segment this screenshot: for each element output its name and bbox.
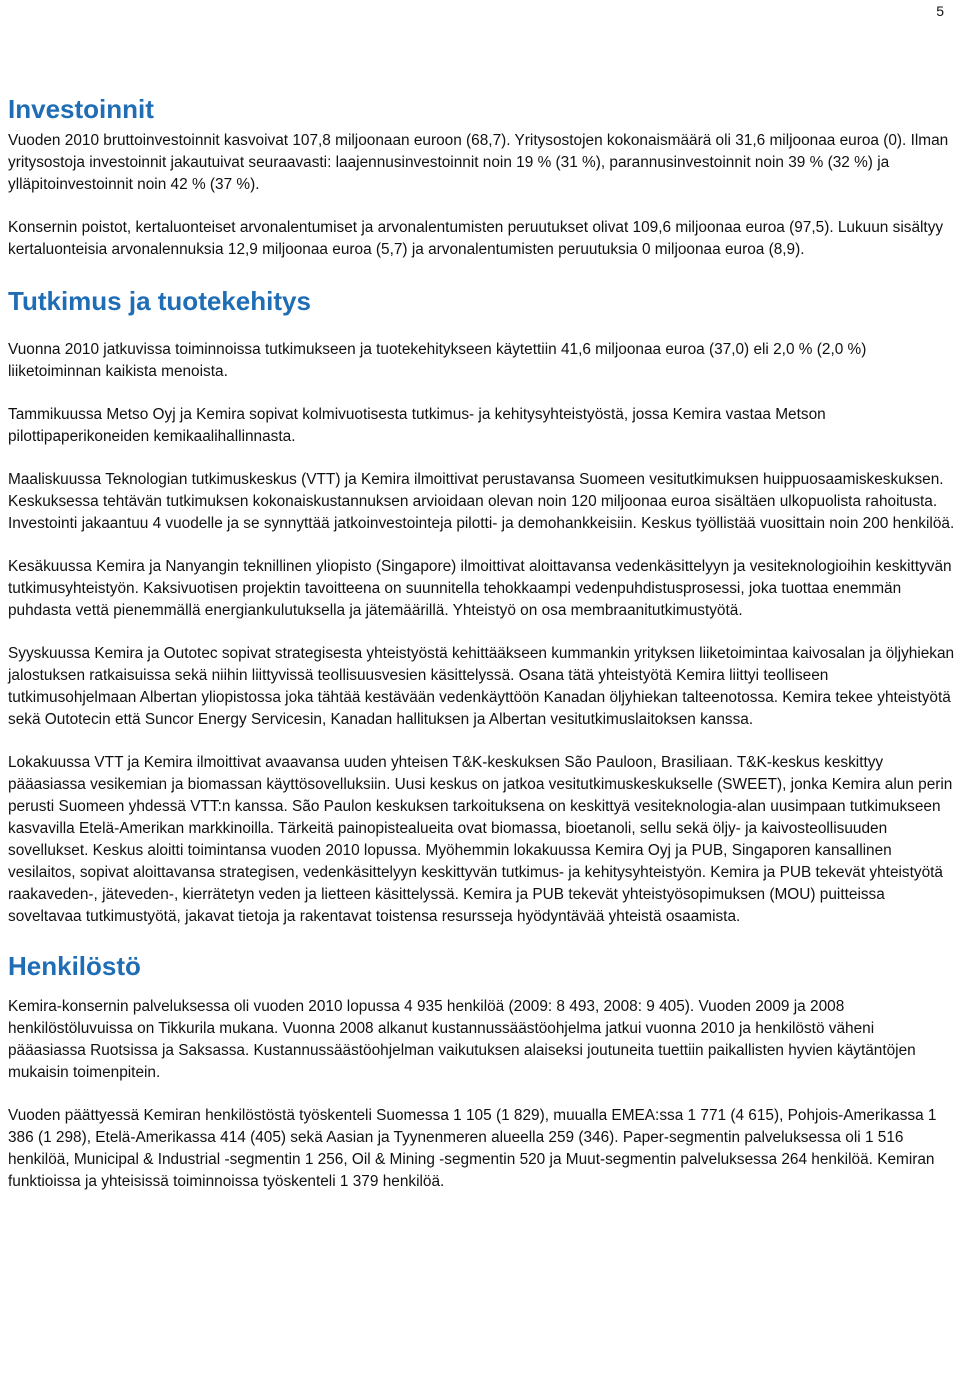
research-paragraph-4: Kesäkuussa Kemira ja Nanyangin teknillinen yliopisto (Singapore) ilmoittivat aloittavansa vedenkäsittelyyn ja vesiteknologioihin keskittyvän tutkimusyhteistyön. Kaksivuotisen projektin tavoitteena on suunnitella tehokkaampi vedenpuhdistusprosessi, joka tuottaa enemmän puhdasta vettä pienemmällä energiankulutuksella ja jätemäärillä. Yhteistyö on osa membraanitutkimustyötä. [8,558,952,619]
heading-investments: Investoinnit [8,94,154,124]
research-paragraph-5: Syyskuussa Kemira ja Outotec sopivat strategisesta yhteistyöstä kehittääkseen kummankin yrityksen liiketoimintaa kaivosalan ja öljyhiekan jalostuksen ratkaisuissa sekä niihin liittyvissä teollisuusvesien käsittelyssä. Osana tätä yhteistyötä Kemira liittyi teolliseen tutkimusohjelmaan Albertan yliopistossa joka tähtää kestävään vedenkäyttöön Kanadan öljyhiekan talteenotossa. Kemira tekee yhteistyötä sekä Outotecin että Suncor Energy Servicesin, Kanadan hallituksen ja Albertan vesitutkimuslaitoksen kanssa. [8,645,955,728]
investments-paragraph-1: Vuoden 2010 bruttoinvestoinnit kasvoivat 107,8 miljoonaan euroon (68,7). Yritysostojen kokonaismäärä oli 31,6 miljoonaa euroa (0). Ilman yritysostoja investoinnit jakautuivat seuraavasti: laajennusinvestoinnit noin 19 % (31 %), parannusinvestoinnit noin 39 % (32 %) ja ylläpitoinvestoinnit noin 42 % (37 %). [8,132,949,193]
investments-paragraph-2: Konsernin poistot, kertaluonteiset arvonalentumiset ja arvonalentumisten peruutukset olivat 109,6 miljoonaa euroa (97,5). Lukuun sisältyy kertaluonteisia arvonalennuksia 12,9 miljoonaa euroa (5,7) ja arvonalentumisten peruutuksia 0 miljoonaa euroa (8,9). [8,219,944,258]
personnel-paragraph-1: Kemira-konsernin palveluksessa oli vuoden 2010 lopussa 4 935 henkilöä (2009: 8 493, 2008: 9 405). Vuoden 2009 ja 2008 henkilöstöluvuissa on Tikkurila mukana. Vuonna 2008 alkanut kustannussäästöohjelma jatkui vuonna 2010 ja henkilöstö väheni pääasiassa Ruotsissa ja Saksassa. Kustannussäästöohjelman vaikutuksen alaiseksi joutuneita tuettiin paikallisten hyvien käytäntöjen mukaisin toimenpitein. [8,998,916,1081]
heading-personnel: Henkilöstö [8,951,141,981]
research-paragraph-6: Lokakuussa VTT ja Kemira ilmoittivat avaavansa uuden yhteisen T&K-keskuksen São Pauloon, Brasiliaan. T&K-keskus keskittyy pääasiassa vesikemian ja biomassan käyttösovelluksiin. Uusi keskus on jatkoa vesitutkimuskeskukselle (SWEET), jonka Kemira alun perin perusti Suomeen yhdessä VTT:n kanssa. São Paulon keskuksen tarkoituksena on keskittyä vesiteknologia-alan uusimpaan tutkimukseen kasvavilla Etelä-Amerikan markkinoilla. Tärkeitä painopistealueita ovat biomassa, bioetanoli, sellu sekä öljy- ja kaivosteollisuuden sovellukset. Keskus aloitti toimintansa vuoden 2010 lopussa. Myöhemmin lokakuussa Kemira Oyj ja PUB, Singaporen kansallinen vesilaitos, sopivat aloittavansa strategisen, vedenkäsittelyyn keskittyvän tutkimus- ja kehitysyhteistyön. Kemira ja PUB tekevät yhteistyötä raakaveden-, jäteveden-, kierrätetyn veden ja lietteen käsittelyssä. Kemira ja PUB tekevät yhteistyösopimuksen (MOU) puitteissa soveltavaa tutkimustyötä, jakavat tietoja ja rakentavat toistensa resursseja hyödyntävää yhteistä osaamista. [8,754,953,925]
document-body [8,93,956,1193]
personnel-paragraph-2: Vuoden päättyessä Kemiran henkilöstöstä työskenteli Suomessa 1 105 (1 829), muualla EMEA:ssa 1 771 (4 615), Pohjois-Amerikassa 1 386 (1 298), Etelä-Amerikassa 414 (405) sekä Aasian ja Tyynenmeren alueella 259 (346). Paper-segmentin palveluksessa oli 1 516 henkilöä, Municipal & Industrial -segmentin 1 256, Oil & Mining -segmentin 520 ja Muut-segmentin palveluksessa 264 henkilöä. Kemiran funktioissa ja yhteisissä toiminnoissa työskenteli 1 379 henkilöä. [8,1107,937,1190]
research-paragraph-3: Maaliskuussa Teknologian tutkimuskeskus (VTT) ja Kemira ilmoittivat perustavansa Suomeen vesitutkimuksen huippuosaamiskeskuksen. Keskuksessa tehtävän tutkimuksen kokonaiskustannuksen arvioidaan olevan noin 120 miljoonaa euroa sisältäen ulkopuolista rahoitusta. Investointi jakaantuu 4 vuodelle ja se synnyttää jatkoinvestointeja pilotti- ja demohankkeisiin. Keskus työllistää vuosittain noin 200 henkilöä. [8,471,955,532]
heading-research: Tutkimus ja tuotekehitys [8,286,311,316]
research-paragraph-1: Vuonna 2010 jatkuvissa toiminnoissa tutkimukseen ja tuotekehitykseen käytettiin 41,6 miljoonaa euroa (37,0) eli 2,0 % (2,0 %) liiketoiminnan kaikista menoista. [8,341,867,380]
page-number: 5 [936,3,944,19]
research-paragraph-2: Tammikuussa Metso Oyj ja Kemira sopivat kolmivuotisesta tutkimus- ja kehitysyhteistyöstä, jossa Kemira vastaa Metson pilottipaperikoneiden kemikaalihallinnasta. [8,406,826,445]
